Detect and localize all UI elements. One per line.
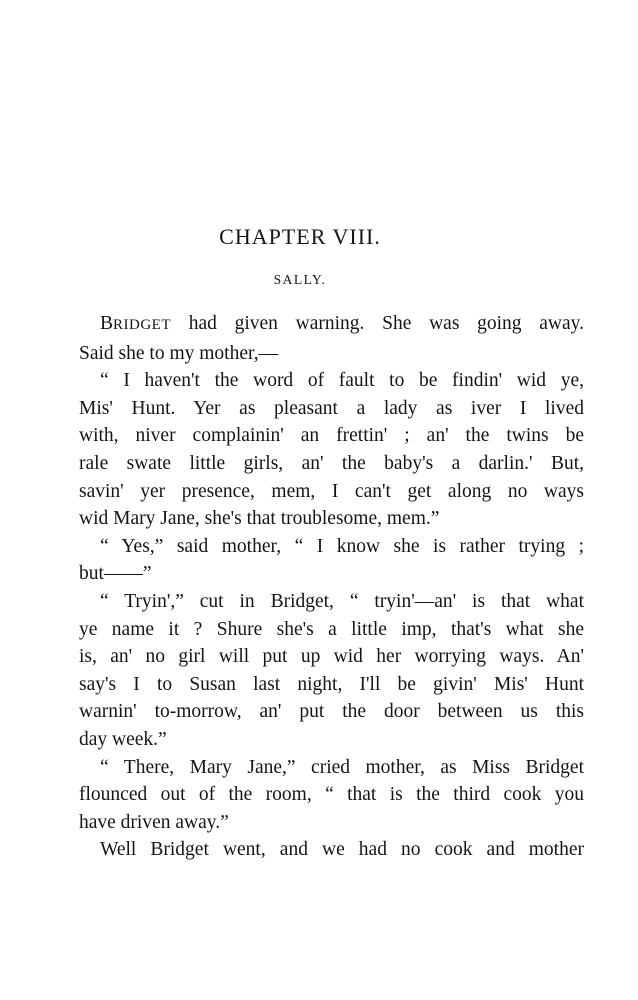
text-line-7: savin' yer presence, mem, I can't get along no ways (79, 480, 584, 502)
text-line-6: rale swate little girls, an' the baby's a darlin.' But, (79, 452, 584, 474)
chapter-title: CHAPTER VIII. (219, 224, 381, 249)
text-line-15: warnin' to-morrow, an' put the door between us this (79, 701, 584, 723)
text-line-10: but——” (79, 563, 152, 585)
text-line-20: Well Bridget went, and we had no cook and mother (100, 839, 584, 861)
text-line-4: Mis' Hunt. Yer as pleasant a lady as iver I lived (79, 397, 584, 419)
text-line-11: “ Tryin',” cut in Bridget, “ tryin'—an' is that what (100, 590, 584, 612)
text-line-19: have driven away.” (79, 811, 229, 833)
first-line-rest: had given warning. She was going away. (171, 313, 584, 334)
dropword-initial: B (100, 313, 114, 334)
text-line-12: ye name it ? Shure she's a little imp, that's what she (79, 618, 584, 640)
chapter-subtitle: SALLY. (273, 272, 327, 287)
text-line-1 (79, 310, 584, 340)
text-line-16: day week.” (79, 728, 167, 750)
chapter-body-text (79, 310, 584, 864)
text-line-13: is, an' no girl will put up wid her worrying ways. An' (79, 646, 584, 668)
text-line-17: “ There, Mary Jane,” cried mother, as Miss Bridget (100, 756, 584, 778)
text-line-5: with, niver complainin' an frettin' ; an' the twins be (79, 425, 584, 447)
dropword-rest: RIDGET (113, 317, 172, 333)
text-line-18: flounced out of the room, “ that is the third cook you (79, 784, 584, 806)
text-line-3: “ I haven't the word of fault to be findin' wid ye, (100, 370, 584, 392)
text-line-14: say's I to Susan last night, I'll be givin' Mis' Hunt (79, 673, 584, 695)
text-line-2: Said she to my mother,— (79, 342, 279, 364)
text-line-8: wid Mary Jane, she's that troublesome, mem.” (79, 508, 440, 530)
text-line-9: “ Yes,” said mother, “ I know she is rather trying ; (100, 535, 584, 557)
